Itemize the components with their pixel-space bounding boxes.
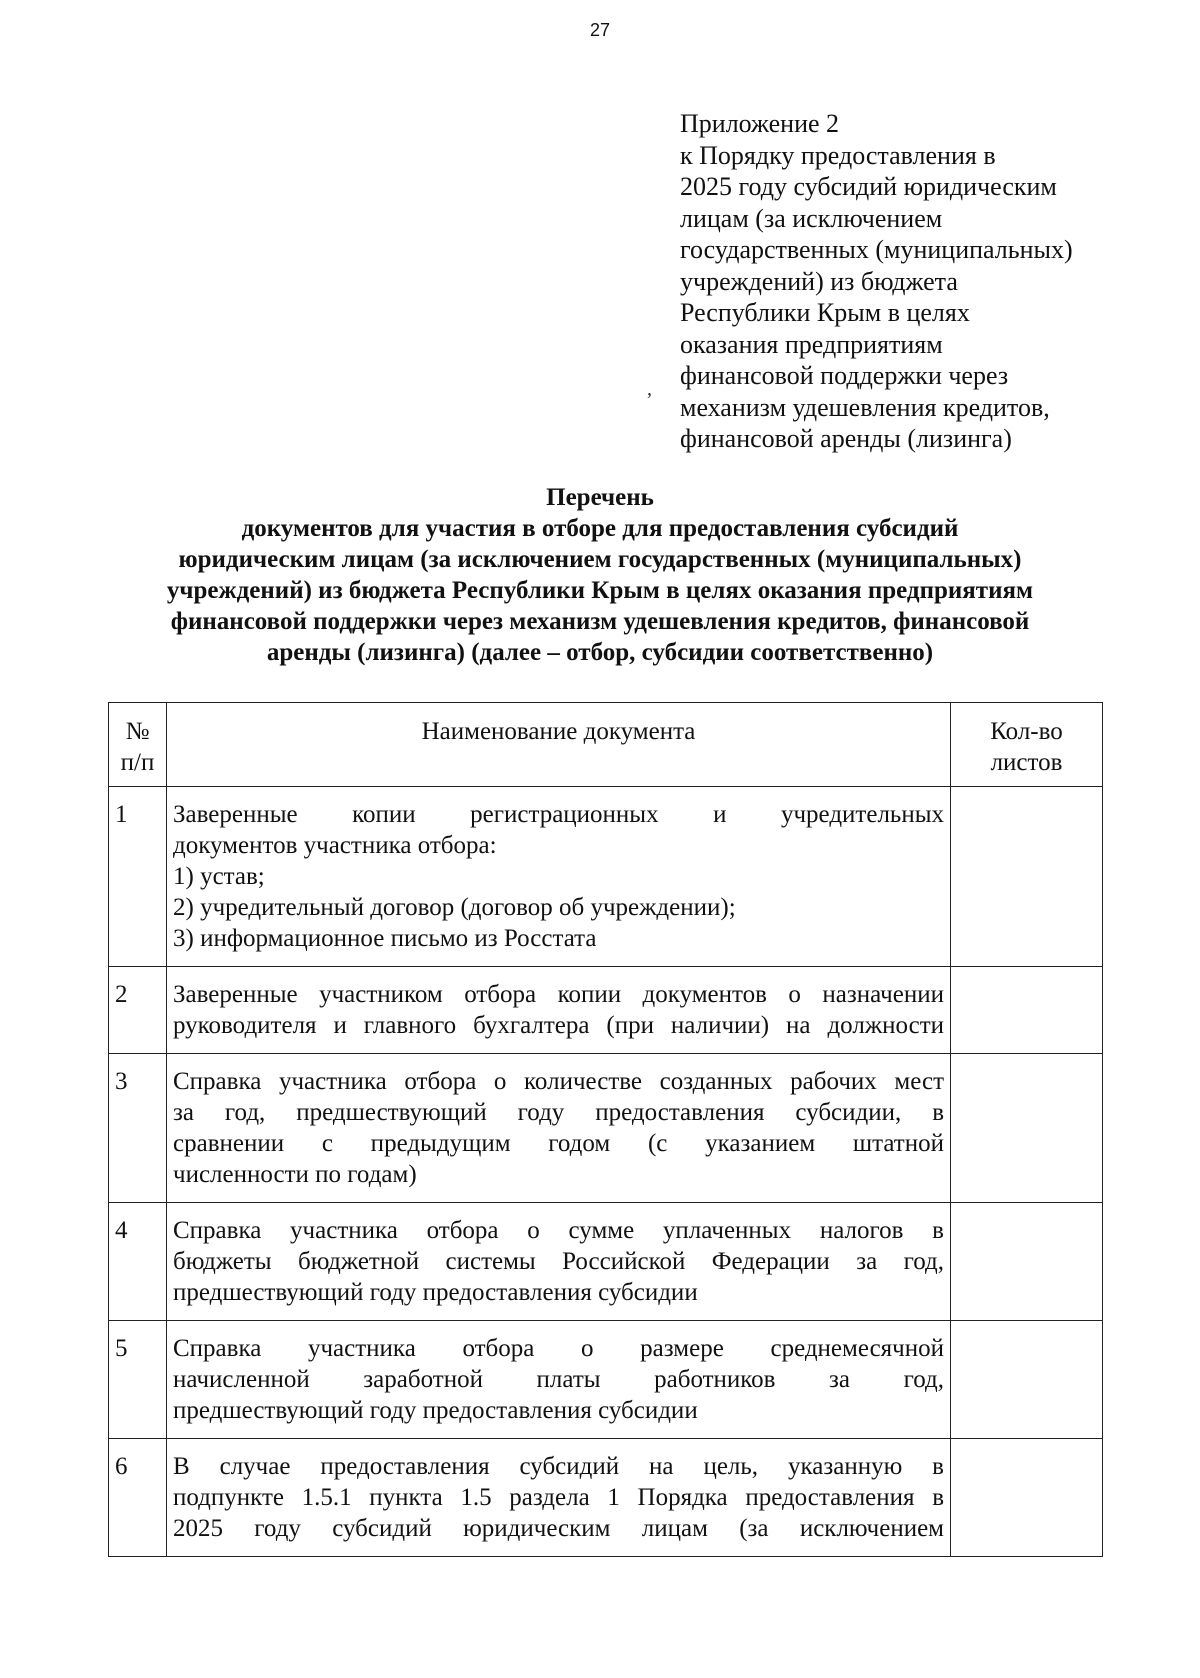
row-sheet-count [951,1054,1103,1203]
row-line: подпункте 1.5.1 пункта 1.5 раздела 1 Порядка предоставления в [173,1484,944,1511]
appendix-line: государственных (муниципальных) [680,235,1073,264]
header-number [109,703,167,787]
table-row [109,1203,1103,1321]
row-document [167,967,951,1054]
appendix-line: финансовой поддержки через [680,361,1009,390]
row-document [167,1203,951,1321]
row-sheet-count [951,1439,1103,1557]
title-line: юридическим лицам (за исключением государственных (муниципальных) [178,546,1022,573]
appendix-line: к Порядку предоставления в [680,140,996,170]
title-line: учреждений) из бюджета Республики Крым в целях оказания предприятиям [166,577,1034,604]
row-number: 2 [109,967,167,1054]
appendix-line: оказания предприятиям [680,329,943,359]
row-document [167,1439,951,1557]
document-title [100,482,1100,668]
row-line: за год, предшествующий году предоставления субсидии, в [173,1099,944,1126]
table-row [109,1054,1103,1203]
appendix-reference [680,108,1120,455]
row-line: бюджеты бюджетной системы Российской Федерации за год, [173,1248,944,1275]
row-line: 2) учредительный договор (договор об учреждении); [173,894,736,921]
row-line: 1) устав; [173,863,265,890]
table-row [109,787,1103,967]
row-number: 3 [109,1054,167,1203]
scan-mark: , [647,378,652,400]
page-number: 27 [589,20,611,40]
row-sheet-count [951,967,1103,1054]
row-line: 3) информационное письмо из Росстата [173,925,597,952]
appendix-line: финансовой аренды (лизинга) [680,424,1012,453]
row-line: Справка участника отбора о размере среднемесячной [173,1335,944,1362]
title-line: финансовой поддержки через механизм удешевления кредитов, финансовой [170,608,1030,635]
row-line: руководителя и главного бухгалтера (при наличии) на должности [173,1012,944,1039]
row-document [167,1054,951,1203]
header-sheet-count [951,703,1103,787]
row-line: документов участника отбора: [173,832,497,859]
row-line: Справка участника отбора о сумме уплаченных налогов в [173,1217,944,1244]
appendix-line: Республики Крым в целях [680,298,970,327]
row-line: численности по годам) [173,1161,417,1188]
appendix-line: лицам (за исключением [680,203,943,233]
appendix-line: механизм удешевления кредитов, [680,392,1050,422]
table-row [109,967,1103,1054]
row-line: Справка участника отбора о количестве созданных рабочих мест [173,1068,944,1095]
row-number: 4 [109,1203,167,1321]
row-line: предшествующий году предоставления субсидии [173,1397,698,1424]
row-number: 6 [109,1439,167,1557]
row-sheet-count [951,787,1103,967]
title-line: документов для участия в отборе для предоставления субсидий [241,515,959,542]
header-number-line1: № [125,718,150,745]
row-sheet-count [951,1203,1103,1321]
header-number-line2: п/п [120,749,155,776]
header-document-name [167,703,951,787]
header-sheet-count-line1: Кол-во [990,718,1063,745]
row-number: 5 [109,1321,167,1439]
table-row [109,1321,1103,1439]
header-sheet-count-line2: листов [990,749,1063,776]
row-document [167,787,951,967]
documents-table [108,702,1103,1557]
table-header-row [109,703,1103,787]
row-number: 1 [109,787,167,967]
row-line: начисленной заработной платы работников за год, [173,1366,944,1393]
appendix-line: учреждений) из бюджета [680,266,958,296]
row-line: Заверенные участником отбора копии документов о назначении [173,981,944,1008]
row-sheet-count [951,1321,1103,1439]
appendix-line: 2025 году субсидий юридическим [680,172,1057,201]
title-line: аренды (лизинга) (далее – отбор, субсидии соответственно) [266,639,934,666]
row-line: предшествующий году предоставления субсидии [173,1279,698,1306]
title-line: Перечень [546,484,654,511]
row-line: сравнении с предыдущим годом (с указанием штатной [173,1130,944,1157]
row-line: 2025 году субсидий юридическим лицам (за исключением [173,1515,944,1542]
row-line: В случае предоставления субсидий на цель, указанную в [173,1453,944,1480]
appendix-line: Приложение 2 [680,109,840,138]
row-document [167,1321,951,1439]
row-line: Заверенные копии регистрационных и учредительных [173,801,944,828]
table-row [109,1439,1103,1557]
header-document-name-text: Наименование документа [421,718,696,745]
